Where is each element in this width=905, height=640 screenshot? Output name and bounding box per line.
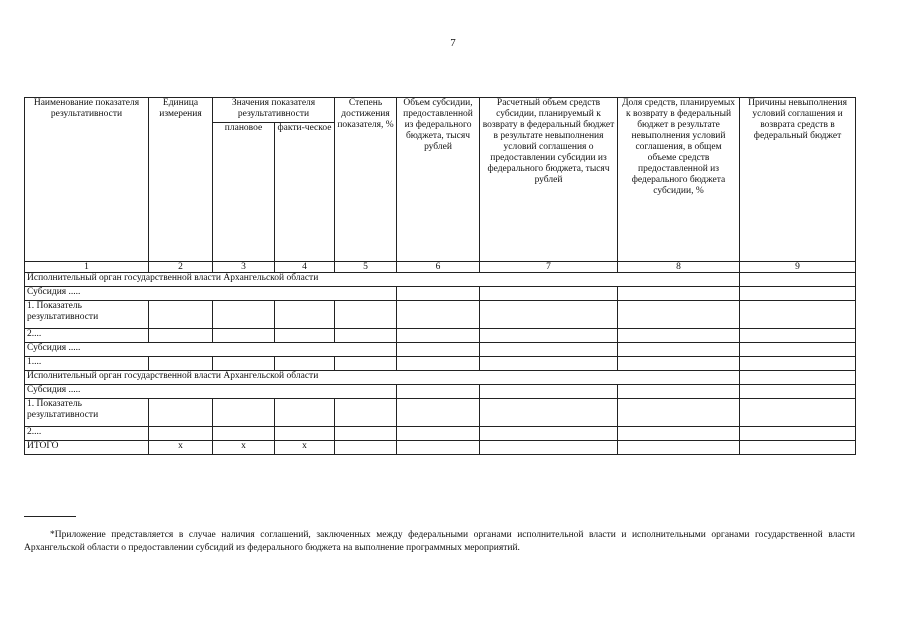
table-cell	[397, 441, 480, 455]
table-cell	[397, 301, 480, 329]
table-cell	[213, 427, 275, 441]
column-numbers-row	[25, 262, 856, 273]
table-cell	[618, 399, 740, 427]
table-cell	[397, 427, 480, 441]
total-unit-x: х	[149, 441, 213, 455]
subsidy-label: Субсидия .....	[25, 385, 397, 399]
colnum-1: 1	[25, 262, 149, 273]
indicator-label: 1. Показатель результативности	[25, 399, 149, 427]
header-return-volume: Расчетный объем средств субсидии, планируемый к возврату в федеральный бюджет в результате невыполнения условий соглашения о предоставлении субсидии из федерального бюджета, тысяч рублей	[480, 98, 618, 262]
header-subsidy-volume: Объем субсидии, предоставленной из федерального бюджета, тысяч рублей	[397, 98, 480, 262]
table-cell	[740, 301, 856, 329]
table-cell	[740, 357, 856, 371]
table-cell	[480, 399, 618, 427]
indicator-label: 1. Показатель результативности	[25, 301, 149, 329]
table-cell	[275, 357, 335, 371]
table-cell	[480, 301, 618, 329]
colnum-4: 4	[275, 262, 335, 273]
header-planned: плановое	[213, 123, 275, 262]
total-planned-x: х	[213, 441, 275, 455]
table-cell	[740, 399, 856, 427]
table-cell	[480, 441, 618, 455]
table-cell	[480, 329, 618, 343]
table-cell	[149, 329, 213, 343]
table-cell	[335, 427, 397, 441]
subsidy-label: Субсидия .....	[25, 343, 397, 357]
table-cell	[213, 329, 275, 343]
table-cell	[618, 357, 740, 371]
header-values: Значения показателя результативности	[213, 98, 335, 123]
table-cell	[480, 427, 618, 441]
table-cell	[618, 441, 740, 455]
colnum-7: 7	[480, 262, 618, 273]
colnum-8: 8	[618, 262, 740, 273]
table-cell	[335, 329, 397, 343]
indicator-row	[25, 357, 856, 371]
table-cell	[335, 441, 397, 455]
subsidy-row	[25, 385, 856, 399]
colnum-3: 3	[213, 262, 275, 273]
table-cell	[213, 357, 275, 371]
table-cell	[335, 357, 397, 371]
table-cell	[149, 399, 213, 427]
table-cell	[149, 427, 213, 441]
table-cell	[397, 399, 480, 427]
table-cell	[275, 427, 335, 441]
table-cell	[397, 287, 480, 301]
header-row	[25, 98, 856, 123]
total-actual-x: х	[275, 441, 335, 455]
organ-label: Исполнительный орган государственной власти Архангельской области	[25, 371, 740, 385]
table-cell	[740, 287, 856, 301]
organ-row	[25, 273, 856, 287]
indicator-row	[25, 329, 856, 343]
table-cell	[618, 301, 740, 329]
indicator-label: 1....	[25, 357, 149, 371]
table-cell	[275, 399, 335, 427]
header-unit: Единица измерения	[149, 98, 213, 262]
results-table	[24, 97, 856, 455]
table-cell	[335, 399, 397, 427]
table-cell	[397, 329, 480, 343]
table-cell	[213, 301, 275, 329]
table-cell	[397, 357, 480, 371]
table-cell	[480, 385, 618, 399]
table-cell	[618, 427, 740, 441]
header-degree: Степень достижения показателя, %	[335, 98, 397, 262]
footnote-separator	[24, 516, 76, 517]
page-number: 7	[450, 37, 456, 49]
header-actual: факти-ческое	[275, 123, 335, 262]
table-cell	[740, 385, 856, 399]
colnum-2: 2	[149, 262, 213, 273]
table-cell	[275, 301, 335, 329]
indicator-label: 2....	[25, 329, 149, 343]
table-cell	[618, 329, 740, 343]
header-reasons: Причины невыполнения условий соглашения и возврата средств в федеральный бюджет	[740, 98, 856, 262]
subsidy-row	[25, 343, 856, 357]
table-cell	[480, 357, 618, 371]
table-cell	[397, 343, 480, 357]
table-cell	[740, 441, 856, 455]
subsidy-row	[25, 287, 856, 301]
table-cell	[740, 273, 856, 287]
header-indicator-name: Наименование показателя результативности	[25, 98, 149, 262]
header-return-share: Доля средств, планируемых к возврату в федеральный бюджет в результате невыполнения условий соглашения, в общем объеме средств предоставленной из федерального бюджета субсидии, %	[618, 98, 740, 262]
table-cell	[149, 301, 213, 329]
table-cell	[740, 329, 856, 343]
total-row	[25, 441, 856, 455]
table-cell	[618, 385, 740, 399]
indicator-row	[25, 301, 856, 329]
subsidy-label: Субсидия .....	[25, 287, 397, 301]
table-cell	[213, 399, 275, 427]
table-cell	[740, 371, 856, 385]
footnote: *Приложение представляется в случае наличия соглашений, заключенных между федеральными органами исполнительной власти и исполнительными органами государственной власти Архангельской области о предоставлении субсидий из федерального бюджета на выполнение программных мероприятий.	[24, 530, 855, 553]
table-cell	[397, 385, 480, 399]
indicator-row	[25, 427, 856, 441]
table-cell	[480, 287, 618, 301]
table-cell	[740, 343, 856, 357]
indicator-label: 2....	[25, 427, 149, 441]
table-cell	[618, 287, 740, 301]
table-cell	[275, 329, 335, 343]
organ-row	[25, 371, 856, 385]
colnum-6: 6	[397, 262, 480, 273]
total-label: ИТОГО	[25, 441, 149, 455]
colnum-5: 5	[335, 262, 397, 273]
organ-label: Исполнительный орган государственной власти Архангельской области	[25, 273, 740, 287]
indicator-row	[25, 399, 856, 427]
table-cell	[740, 427, 856, 441]
table-cell	[480, 343, 618, 357]
table-cell	[618, 343, 740, 357]
colnum-9: 9	[740, 262, 856, 273]
table-cell	[149, 357, 213, 371]
table-cell	[335, 301, 397, 329]
